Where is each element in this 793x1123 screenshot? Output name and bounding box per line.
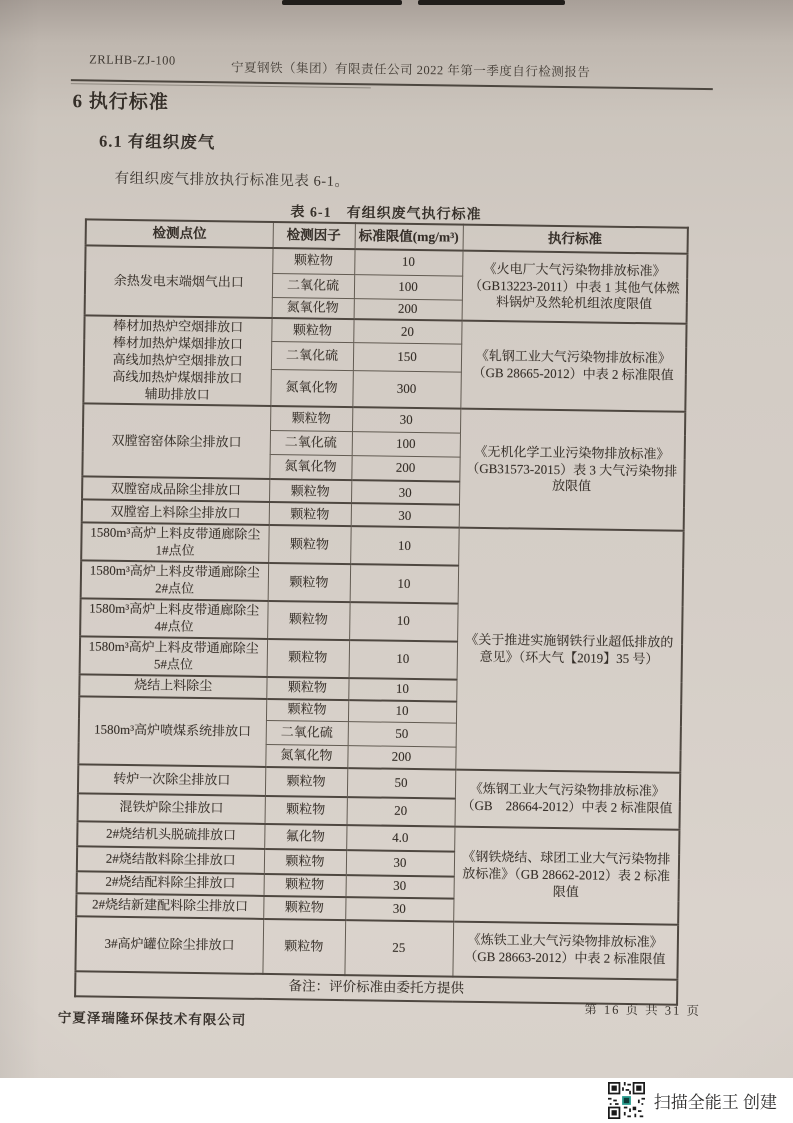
- point-cell: 混铁炉除尘排放口: [78, 793, 265, 824]
- factor-cell: 颗粒物: [265, 767, 347, 797]
- limit-cell: 10: [354, 249, 462, 276]
- limit-cell: 20: [347, 797, 455, 827]
- intro-text: 有组织废气排放执行标准见表 6-1。: [114, 170, 350, 191]
- limit-cell: 300: [352, 371, 461, 410]
- limit-cell: 10: [349, 640, 458, 679]
- point-cell: 双膛窑成品除尘排放口: [82, 477, 269, 503]
- point-cell: 2#烧结散料除尘排放口: [77, 846, 264, 874]
- factor-cell: 颗粒物: [266, 677, 348, 700]
- factor-cell: 颗粒物: [270, 406, 352, 431]
- limit-cell: 200: [351, 456, 459, 483]
- point-cell: 余热发电末端烟气出口: [85, 245, 273, 318]
- standard-cell: 《炼铁工业大气污染物排放标准》（GB 28663-2012）中表 2 标准限值: [452, 921, 678, 979]
- factor-cell: 颗粒物: [269, 502, 351, 526]
- point-cell: 1580m³高炉上料皮带通廊除尘 2#点位: [81, 561, 269, 601]
- limit-cell: 4.0: [346, 825, 454, 852]
- point-cell: 棒材加热炉空烟排放口 棒材加热炉煤烟排放口 高线加热炉空烟排放口 高线加热炉煤烟排放口 辅助排放口: [83, 315, 271, 406]
- limit-cell: 30: [346, 875, 454, 899]
- limit-cell: 30: [351, 481, 459, 506]
- factor-cell: 氮氧化物: [272, 297, 354, 319]
- point-cell: 2#烧结机头脱硫排放口: [77, 821, 264, 849]
- report-header-title: 宁夏钢铁（集团）有限责任公司 2022 年第一季度自行检测报告: [230, 60, 591, 80]
- table-row: [75, 916, 678, 979]
- limit-cell: 20: [353, 319, 461, 344]
- factor-cell: 颗粒物: [272, 248, 354, 274]
- standard-cell: 《轧钢工业大气污染物排放标准》（GB 28665-2012）中表 2 标准限值: [460, 321, 686, 413]
- point-cell: 1580m³高炉喷煤系统排放口: [78, 696, 266, 767]
- limit-cell: 25: [344, 920, 453, 977]
- limit-cell: 10: [350, 527, 459, 566]
- factor-cell: 颗粒物: [269, 479, 351, 503]
- limit-cell: 30: [351, 504, 459, 529]
- factor-cell: 颗粒物: [264, 849, 346, 875]
- scanner-watermark-bar: [0, 1078, 793, 1123]
- factor-cell: 颗粒物: [265, 796, 347, 825]
- remark-cell: 备注：评价标准由委托方提供: [75, 971, 677, 1004]
- footer-company: 宁夏泽瑞隆环保技术有限公司: [57, 1010, 247, 1028]
- table-title: 表 6-1 有组织废气执行标准: [290, 205, 482, 223]
- factor-cell: 颗粒物: [268, 525, 351, 564]
- point-cell: 1580m³高炉上料皮带通廊除尘 4#点位: [80, 598, 268, 638]
- scanner-watermark-label: 扫描全能王 创建: [653, 1093, 777, 1112]
- col-header-limit: 标准限值(mg/m³): [355, 223, 463, 251]
- limit-cell: 200: [354, 298, 462, 321]
- factor-cell: 颗粒物: [267, 601, 350, 640]
- factor-cell: 颗粒物: [262, 919, 345, 975]
- limit-cell: 10: [350, 564, 459, 603]
- standard-cell: 《关于推进实施钢铁行业超低排放的意见》（环大气【2019】35 号）: [455, 528, 683, 772]
- factor-cell: 颗粒物: [271, 318, 353, 343]
- subsection-heading: 6.1 有组织废气: [98, 131, 216, 153]
- factor-cell: 颗粒物: [268, 563, 351, 602]
- point-cell: 双膛窑窑体除尘排放口: [82, 404, 270, 480]
- point-cell: 1580m³高炉上料皮带通廊除尘 1#点位: [81, 523, 269, 563]
- scan-artifact-strip: [418, 0, 565, 5]
- standard-cell: 《炼钢工业大气污染物排放标准》（GB 28664-2012）中表 2 标准限值: [455, 769, 681, 829]
- standard-cell: 《无机化学工业污染物排放标准》（GB31573-2015）表 3 大气污染物排放限值: [459, 409, 686, 531]
- section-heading: 6 执行标准: [72, 91, 169, 114]
- point-cell: 2#烧结新建配料除尘排放口: [76, 893, 263, 919]
- point-cell: 1580m³高炉上料皮带通廊除尘 5#点位: [80, 636, 268, 676]
- factor-cell: 颗粒物: [263, 896, 345, 920]
- page-indicator: 第 16 页 共 31 页: [584, 1002, 702, 1019]
- limit-cell: 10: [348, 700, 456, 724]
- limit-cell: 50: [348, 722, 456, 748]
- point-cell: 烧结上料除尘: [79, 674, 266, 699]
- factor-cell: 颗粒物: [266, 699, 348, 722]
- factor-cell: 颗粒物: [264, 874, 346, 897]
- limit-cell: 30: [345, 897, 453, 922]
- limit-cell: 30: [352, 408, 460, 434]
- factor-cell: 氟化物: [264, 824, 346, 850]
- col-header-factor: 检测因子: [273, 222, 355, 249]
- col-header-point: 检测点位: [86, 219, 273, 248]
- factor-cell: 二氧化硫: [271, 342, 353, 371]
- standard-cell: 《火电厂大气污染物排放标准》（GB13223-2011）中表 1 其他气体燃料锅炉及然轮机组浓度限值: [462, 251, 688, 324]
- limit-cell: 100: [354, 274, 462, 300]
- point-cell: 转炉一次除尘排放口: [78, 764, 265, 796]
- point-cell: 2#烧结配料除尘排放口: [77, 871, 264, 896]
- limit-cell: 30: [346, 850, 454, 877]
- factor-cell: 氮氧化物: [265, 745, 347, 768]
- standards-table: [74, 218, 689, 1005]
- point-cell: 双膛窑上料除尘排放口: [82, 500, 269, 526]
- limit-cell: 10: [349, 602, 458, 641]
- point-cell: 3#高炉罐位除尘排放口: [75, 916, 263, 974]
- factor-cell: 二氧化硫: [270, 430, 352, 455]
- limit-cell: 10: [348, 678, 456, 702]
- factor-cell: 二氧化硫: [272, 273, 354, 298]
- standard-cell: 《钢铁烧结、球团工业大气污染物排放标准》（GB 28662-2012）表 2 标准限值: [453, 826, 679, 924]
- factor-cell: 二氧化硫: [266, 721, 348, 746]
- document-code: ZRLHB-ZJ-100: [89, 52, 176, 68]
- factor-cell: 氮氧化物: [270, 369, 353, 407]
- limit-cell: 50: [347, 768, 455, 799]
- limit-cell: 200: [347, 746, 455, 770]
- qr-code-icon: [608, 1082, 645, 1119]
- factor-cell: 氮氧化物: [269, 454, 351, 480]
- limit-cell: 150: [353, 343, 461, 372]
- factor-cell: 颗粒物: [267, 639, 350, 678]
- limit-cell: 100: [352, 432, 460, 458]
- col-header-standard: 执行标准: [463, 225, 688, 254]
